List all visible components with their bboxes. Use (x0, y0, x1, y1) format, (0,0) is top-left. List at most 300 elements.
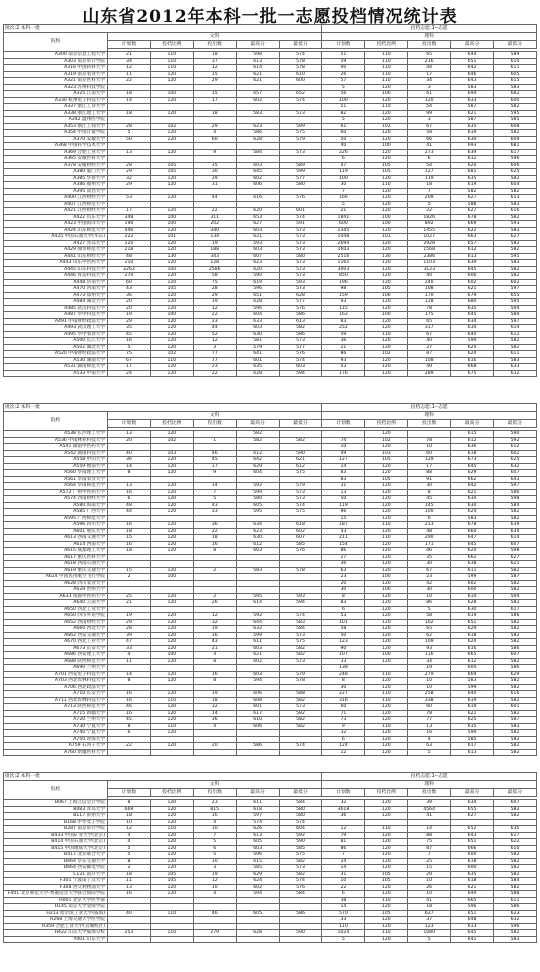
school-name: A730 宁夏大学 (4, 723, 108, 730)
table-cell: 582 (494, 214, 537, 221)
table-cell: 29 (193, 292, 236, 299)
table-cell: 4 (193, 819, 236, 826)
volunteer-label: 投档志愿:1--志愿 (322, 404, 537, 412)
table-cell: 21 (193, 645, 236, 652)
table-cell: 311 (193, 214, 236, 221)
table-cell: 49 (322, 450, 365, 457)
column-header: 最高分 (451, 41, 494, 49)
table-cell: 36 (108, 457, 151, 464)
table-cell: 5 (322, 117, 365, 124)
table-cell: 10 (408, 444, 451, 451)
table-cell: 110 (365, 697, 408, 704)
column-header: 计划数 (108, 789, 151, 797)
table-cell: 15 (193, 91, 236, 98)
table-cell: 202 (193, 221, 236, 228)
table-cell: 22 (108, 743, 151, 750)
table-cell: 5 (108, 130, 151, 137)
table-cell: 599 (451, 338, 494, 345)
table-cell: 120 (150, 195, 193, 202)
table-cell: 582 (236, 437, 279, 444)
table-cell: 21 (108, 52, 151, 59)
table-cell: 120 (365, 208, 408, 215)
table-cell: 73 (322, 717, 365, 724)
table-cell: 19 (193, 691, 236, 698)
table-cell: 607 (494, 470, 537, 477)
table-cell: 18 (108, 548, 151, 555)
table-cell: 317 (408, 325, 451, 332)
table-cell: 110 (365, 182, 408, 189)
table-cell: 120 (365, 658, 408, 665)
school-name: A321 南京医科大学 (4, 78, 108, 85)
table-cell: 582 (494, 130, 537, 137)
table-cell: 8 (193, 658, 236, 665)
table-cell: 598 (494, 548, 537, 555)
table-cell: 612 (451, 658, 494, 665)
table-cell: 582 (494, 749, 537, 756)
table-cell: 48 (108, 253, 151, 260)
school-header: 院校 (4, 781, 108, 800)
table-cell: 36 (322, 561, 365, 568)
table-cell: 14 (193, 710, 236, 717)
table-cell: 599 (279, 169, 322, 176)
table-cell: 1568 (408, 247, 451, 254)
table-cell: 582 (279, 858, 322, 865)
table-cell: 4 (193, 130, 236, 137)
table-cell: 86 (322, 845, 365, 852)
table-cell: 582 (494, 344, 537, 351)
table-cell: 120 (365, 136, 408, 143)
school-header: 院校 (4, 33, 108, 52)
table-cell: 2516 (322, 253, 365, 260)
table-cell: 120 (365, 84, 408, 91)
table-cell: 15 (322, 515, 365, 522)
table-cell: 621 (236, 652, 279, 659)
table-cell: 110 (150, 65, 193, 72)
table-cell: 678 (451, 214, 494, 221)
table-cell: 120 (150, 364, 193, 371)
table-cell: 582 (494, 678, 537, 685)
table-cell: 663 (451, 234, 494, 241)
table-cell: 83 (322, 476, 365, 483)
table-cell: 574 (236, 819, 279, 826)
school-name: A560 华南理工大学 (4, 470, 108, 477)
table-cell: 604 (236, 470, 279, 477)
table-cell: 120 (365, 891, 408, 898)
table-cell: 116 (408, 652, 451, 659)
table-cell: 49 (408, 364, 451, 371)
table-cell: 595 (494, 299, 537, 306)
table-cell: 616 (236, 195, 279, 202)
table-cell: 610 (494, 845, 537, 852)
table-cell: 120 (150, 528, 193, 535)
table-cell: 51 (322, 104, 365, 111)
table-cell: 613 (451, 923, 494, 930)
school-name: A688 陕西师范大学 (4, 658, 108, 665)
table-cell: 600 (451, 587, 494, 594)
table-cell: 16 (108, 522, 151, 529)
table-cell: 22 (193, 312, 236, 319)
table-cell: 50 (322, 632, 365, 639)
table-cell: 6 (108, 496, 151, 503)
table-cell: 120 (150, 279, 193, 286)
table-cell: 120 (365, 496, 408, 503)
table-cell: 120 (150, 704, 193, 711)
table-cell: 81 (322, 839, 365, 846)
table-cell: 120 (150, 717, 193, 724)
table-cell: 588 (451, 201, 494, 208)
table-cell: 37 (408, 917, 451, 924)
table-cell: 635 (236, 364, 279, 371)
table-cell: 600 (322, 221, 365, 228)
column-header: 最高分 (451, 789, 494, 797)
school-name: A325 江南大学 (4, 91, 108, 98)
table-cell: 602 (451, 580, 494, 587)
table-cell: 599 (236, 489, 279, 496)
table-cell: 120 (150, 463, 193, 470)
table-cell: 120 (150, 130, 193, 137)
school-name: A495 华中农业大学 (4, 331, 108, 338)
table-cell: 29 (108, 182, 151, 189)
table-cell: 5 (193, 839, 236, 846)
table-cell: 611 (236, 800, 279, 807)
table-cell: 120 (150, 273, 193, 280)
table-cell: 210 (108, 260, 151, 267)
table-cell: 22 (408, 208, 451, 215)
table-cell: 10 (408, 878, 451, 885)
table-cell: 594 (494, 305, 537, 312)
table-cell: 86 (408, 600, 451, 607)
table-cell: 279 (193, 930, 236, 937)
table-cell: 582 (494, 188, 537, 195)
school-name: B067 上海立信会计学院 (4, 800, 108, 807)
table-cell: 14 (108, 671, 151, 678)
table-cell: 110 (150, 357, 193, 364)
table-cell: 110 (150, 910, 193, 917)
table-cell: 598 (236, 52, 279, 59)
table-cell: 120 (365, 130, 408, 137)
table-cell: 618 (279, 522, 322, 529)
table-cell: 574 (279, 613, 322, 620)
table-cell: 120 (365, 730, 408, 737)
table-cell: 620 (451, 548, 494, 555)
table-cell: 100 (150, 214, 193, 221)
table-cell: 120 (150, 567, 193, 574)
table-cell: 603 (279, 364, 322, 371)
table-cell: 120 (365, 717, 408, 724)
table-cell: 154 (322, 541, 365, 548)
table-cell: 10 (408, 678, 451, 685)
table-cell: 13 (108, 884, 151, 891)
table-cell: 582 (494, 509, 537, 516)
table-cell: 623 (236, 123, 279, 130)
table-cell: 20 (108, 437, 151, 444)
table-cell: 120 (150, 671, 193, 678)
table-cell: 660 (451, 528, 494, 535)
table-cell: 9 (322, 723, 365, 730)
table-cell: 120 (365, 678, 408, 685)
table-cell: 617 (494, 832, 537, 839)
table-cell: 20 (322, 580, 365, 587)
table-cell: 120 (150, 110, 193, 117)
table-cell: 39 (108, 632, 151, 639)
table-cell: 643 (451, 78, 494, 85)
table-cell: 595 (494, 253, 537, 260)
table-cell: 289 (408, 370, 451, 377)
table-cell: 578 (279, 58, 322, 65)
table-cell: 8 (108, 470, 151, 477)
table-cell: 120 (150, 626, 193, 633)
table-cell: 10 (408, 593, 451, 600)
table-cell: 630 (451, 136, 494, 143)
table-cell: 105 (150, 169, 193, 176)
school-name: A629 贵州大学 (4, 587, 108, 594)
table-cell (150, 936, 193, 943)
table-cell: 59 (322, 58, 365, 65)
school-name: A443 山东中医药大学 (4, 260, 108, 267)
table-cell: 16 (408, 730, 451, 737)
table-cell: 590 (279, 930, 322, 937)
table-cell: 621 (279, 457, 322, 464)
table-cell: 594 (236, 891, 279, 898)
table-cell: 100 (150, 652, 193, 659)
table-cell: 594 (279, 600, 322, 607)
table-cell: 619 (451, 697, 494, 704)
table-cell: 40 (408, 338, 451, 345)
table-cell: 30 (408, 483, 451, 490)
table-cell: 216 (408, 58, 451, 65)
school-name: A711 西北农林科技大学 (4, 697, 108, 704)
table-cell: 120 (365, 470, 408, 477)
table-cell: 4 (108, 839, 151, 846)
school-name: A660 西北大学 (4, 626, 108, 633)
table-cell: 681 (494, 143, 537, 150)
table-cell: 594 (236, 678, 279, 685)
table-cell: 12 (193, 338, 236, 345)
table-cell: 573 (279, 227, 322, 234)
table-cell: 7 (408, 188, 451, 195)
table-cell: 633 (236, 318, 279, 325)
table-cell: 599 (236, 632, 279, 639)
table-cell: 82 (322, 110, 365, 117)
table-cell: 614 (451, 593, 494, 600)
table-cell: 606 (494, 162, 537, 169)
table-cell: 18 (108, 91, 151, 98)
table-cell: 120 (365, 195, 408, 202)
table-cell: 5 (322, 84, 365, 91)
table-cell: 44 (408, 65, 451, 72)
table-cell: 645 (451, 266, 494, 273)
table-cell: 110 (150, 826, 193, 833)
table-cell: 592 (279, 832, 322, 839)
table-cell: 120 (365, 645, 408, 652)
table-cell: 100 (322, 175, 365, 182)
table-cell: 585 (279, 845, 322, 852)
table-cell: 632 (494, 463, 537, 470)
column-header: 投出数 (408, 41, 451, 49)
table-cell: 595 (494, 110, 537, 117)
table-cell: 120 (150, 240, 193, 247)
table-cell: 621 (236, 78, 279, 85)
school-header: 院校 (4, 412, 108, 431)
table-cell: 130 (150, 253, 193, 260)
table-cell: 582 (494, 930, 537, 937)
table-cell: 593 (279, 593, 322, 600)
table-cell: 12 (193, 613, 236, 620)
table-cell: 102 (150, 437, 193, 444)
table-cell: 110 (365, 104, 408, 111)
school-name: A580 海南大学 (4, 502, 108, 509)
school-name: A595 广西师范大学 (4, 515, 108, 522)
table-cell: 666 (451, 845, 494, 852)
table-cell: 624 (451, 344, 494, 351)
table-cell: 110 (365, 522, 408, 529)
score-table (3, 772, 537, 943)
table-cell: 575 (279, 852, 322, 859)
table-cell: 618 (451, 858, 494, 865)
table-cell: 120 (365, 188, 408, 195)
table-cell: 8 (108, 800, 151, 807)
table-cell: 50 (322, 496, 365, 503)
table-cell: 120 (365, 370, 408, 377)
table-cell: 2263 (108, 266, 151, 273)
table-cell: 14 (322, 865, 365, 872)
table-cell: 23 (193, 800, 236, 807)
school-name: A407 江西师范大学 (4, 201, 108, 208)
table-cell: 47 (108, 639, 151, 646)
table-cell: 100 (365, 652, 408, 659)
table-cell: 582 (494, 710, 537, 717)
table-cell: 612 (451, 247, 494, 254)
table-cell: 120 (365, 852, 408, 859)
table-cell: 103 (365, 450, 408, 457)
school-name: F401 北京师范大学-香港浸会大学联合国际学院 (4, 891, 108, 898)
table-cell: 129 (408, 457, 451, 464)
table-cell: 120 (365, 749, 408, 756)
table-cell: 610 (279, 71, 322, 78)
li-header: 理科 (322, 781, 537, 789)
table-cell: 2 (108, 574, 151, 581)
table-cell: 120 (365, 344, 408, 351)
table-cell: 65 (408, 626, 451, 633)
table-cell: 615 (236, 858, 279, 865)
table-cell: 120 (365, 619, 408, 626)
table-cell: 620 (236, 208, 279, 215)
volunteer-label: 投档志愿:1--志愿 (322, 25, 537, 33)
table-cell: 110 (365, 723, 408, 730)
table-cell: 604 (451, 665, 494, 672)
table-cell: 587 (494, 574, 537, 581)
table-cell (193, 749, 236, 756)
table-cell: 602 (494, 279, 537, 286)
table-cell: 621 (236, 71, 279, 78)
table-cell: 54 (408, 104, 451, 111)
school-name: A303 南京审计学院 (4, 58, 108, 65)
table-cell: 108 (408, 357, 451, 364)
table-cell: 120 (365, 156, 408, 163)
table-cell: 582 (494, 600, 537, 607)
table-cell: 31 (322, 483, 365, 490)
school-name: A617 重庆医科大学 (4, 554, 108, 561)
table-cell: 110 (365, 930, 408, 937)
table-cell: 617 (494, 606, 537, 613)
table-cell: 592 (236, 483, 279, 490)
table-cell: 120 (150, 884, 193, 891)
table-cell: 23 (193, 318, 236, 325)
table-cell: 574 (279, 502, 322, 509)
table-cell: 36 (193, 717, 236, 724)
table-cell: 599 (451, 730, 494, 737)
table-cell: 120 (365, 593, 408, 600)
table-cell: 100 (408, 509, 451, 516)
table-cell: 105 (365, 286, 408, 293)
table-cell: 573 (279, 338, 322, 345)
table-cell: 134 (193, 234, 236, 241)
school-name: A673 长安大学 (4, 645, 108, 652)
table-cell: 5 (408, 749, 451, 756)
table-cell: 120 (365, 364, 408, 371)
table-cell: 593 (279, 279, 322, 286)
table-cell: 120 (365, 528, 408, 535)
table-cell: 19 (408, 665, 451, 672)
table-cell: 602 (451, 279, 494, 286)
table-cell: 110 (150, 58, 193, 65)
table-cell: 642 (451, 483, 494, 490)
table-cell: 588 (279, 691, 322, 698)
school-name: A493 武汉理工大学 (4, 325, 108, 332)
table-cell: 644 (451, 52, 494, 59)
table-cell: 606 (451, 273, 494, 280)
table-cell: 67 (408, 331, 451, 338)
table-cell: 2928 (408, 240, 451, 247)
table-cell: 340 (193, 227, 236, 234)
table-cell: 586 (494, 489, 537, 496)
table-cell: 15 (108, 535, 151, 542)
school-name: A342 温州医学院 (4, 117, 108, 124)
table-cell: 1027 (408, 234, 451, 241)
school-name: A652 西南财经大学 (4, 619, 108, 626)
table-cell: 582 (494, 247, 537, 254)
table-cell: 630 (451, 606, 494, 613)
table-cell: 607 (236, 253, 279, 260)
table-cell: 652 (451, 826, 494, 833)
table-cell: 583 (451, 678, 494, 685)
table-cell: 120 (150, 299, 193, 306)
table-cell: 110 (365, 65, 408, 72)
table-cell: 635 (451, 871, 494, 878)
school-name: A380 厦门大学 (4, 169, 108, 176)
school-name: A445 山东科技大学 (4, 266, 108, 273)
table-cell: 110 (365, 691, 408, 698)
table-cell: 226 (322, 149, 365, 156)
table-cell: 100 (365, 91, 408, 98)
table-cell: 78 (408, 305, 451, 312)
school-name: A491 中南财经政法大学 (4, 318, 108, 325)
table-cell: 105 (365, 169, 408, 176)
table-cell: 105 (365, 910, 408, 917)
table-cell: 583 (236, 110, 279, 117)
table-cell: 12 (108, 65, 151, 72)
table-cell: 120 (150, 247, 193, 254)
table-cell: 600 (451, 865, 494, 872)
table-cell: 607 (494, 541, 537, 548)
school-name: A601 重庆大学 (4, 528, 108, 535)
table-cell: 596 (494, 156, 537, 163)
table-cell: 18 (108, 110, 151, 117)
table-cell: 46 (108, 704, 151, 711)
table-cell: 624 (236, 878, 279, 885)
table-cell: 582 (279, 645, 322, 652)
table-cell: 19 (193, 626, 236, 633)
